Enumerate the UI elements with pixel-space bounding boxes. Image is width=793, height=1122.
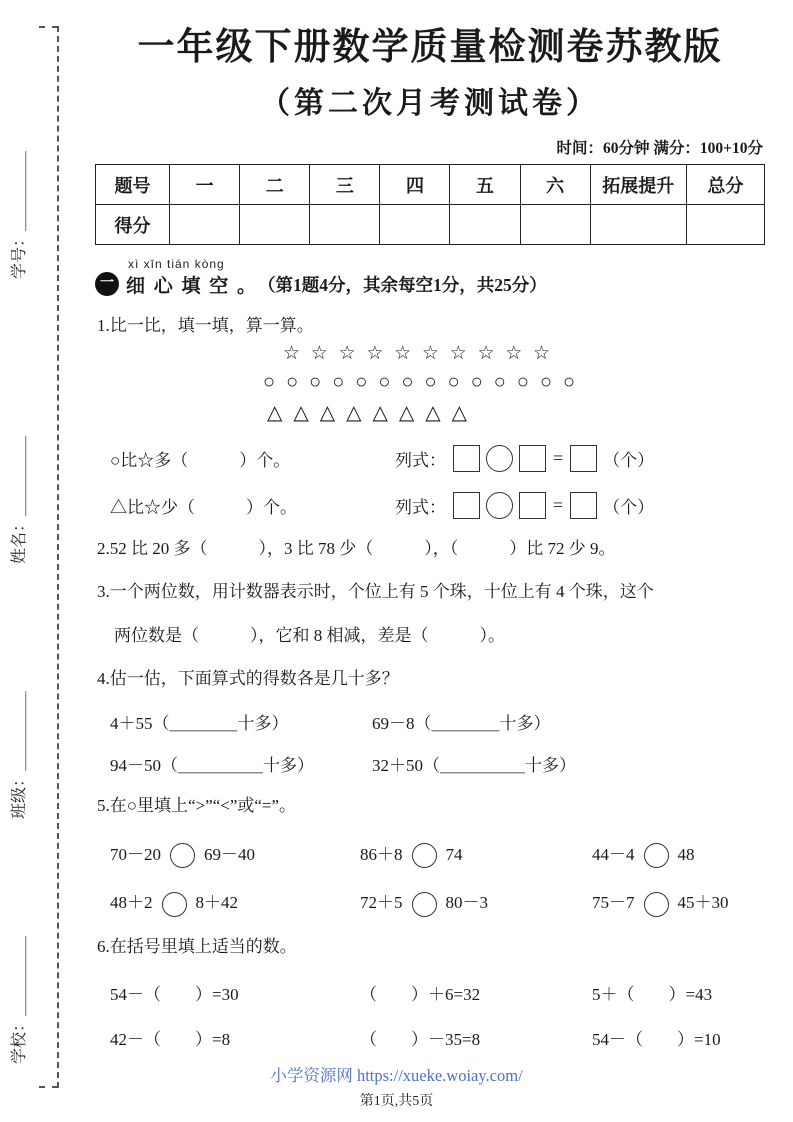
answer-box[interactable] — [570, 445, 597, 472]
answer-circle[interactable] — [644, 843, 669, 868]
section-score-note: （第1题4分，其余每空1分，共25分） — [258, 275, 547, 295]
answer-circle[interactable] — [162, 892, 187, 917]
q4-row-2 — [95, 751, 765, 776]
score-cell — [450, 205, 520, 245]
q6-item: 54－（ ）=30 — [110, 985, 239, 1005]
answer-box[interactable] — [453, 445, 480, 472]
stars-row: ☆ ☆ ☆ ☆ ☆ ☆ ☆ ☆ ☆ ☆ — [283, 343, 554, 364]
answer-box[interactable] — [453, 492, 480, 519]
left-expression: 70－20 — [110, 844, 161, 864]
comparison-item — [592, 840, 765, 869]
score-table-header: 二 — [240, 165, 310, 205]
left-expression: 75－7 — [592, 893, 635, 913]
time-score-info: 时间：60分钟 满分：100+10分 — [556, 140, 763, 157]
right-expression: 74 — [445, 844, 463, 864]
question-4-text: 4.估一估，下面算式的得数各是几十多？ — [97, 669, 399, 689]
cut-mark-bottom — [39, 1086, 58, 1088]
formula-label: 列式： — [395, 451, 446, 470]
q4-item: 32＋50（＿＿＿＿＿十多） — [372, 756, 576, 776]
score-cell — [240, 205, 310, 245]
class-field: 班级：＿＿＿＿＿ — [11, 691, 28, 820]
unit-label: （个） — [603, 451, 655, 470]
q6-row-2 — [95, 1025, 765, 1050]
score-table-header-row — [96, 165, 765, 205]
q1-statement-2: △比☆少（ ）个。 — [110, 498, 297, 517]
answer-circle[interactable] — [644, 892, 669, 917]
score-table-header: 拓展提升 — [590, 165, 686, 205]
score-table — [95, 164, 765, 245]
student-id-field: 学号：＿＿＿＿＿ — [11, 151, 28, 280]
section-title: 细 心 填 空 。 — [126, 276, 259, 297]
right-expression: 80－3 — [445, 893, 488, 913]
answer-circle[interactable] — [412, 892, 437, 917]
score-label-cell: 得分 — [96, 205, 170, 245]
section-pinyin: xì xīn tián kòng — [128, 257, 225, 271]
operator-circle[interactable] — [486, 492, 513, 519]
binding-dashed-line — [57, 26, 59, 1088]
q6-row-1 — [95, 980, 765, 1005]
q1-answer-line-1 — [95, 445, 765, 472]
comparison-item — [592, 888, 765, 917]
score-cell — [170, 205, 240, 245]
operator-circle[interactable] — [486, 445, 513, 472]
score-table-score-row — [96, 205, 765, 245]
cut-mark-top — [39, 26, 58, 28]
left-expression: 72＋5 — [360, 893, 403, 913]
page-title: 一年级下册数学质量检测卷苏教版 — [137, 27, 723, 68]
formula-label: 列式： — [395, 498, 446, 517]
answer-box[interactable] — [570, 492, 597, 519]
score-cell — [380, 205, 450, 245]
score-table-header: 四 — [380, 165, 450, 205]
q1-statement-1: ○比☆多（ ）个。 — [110, 451, 291, 470]
right-expression: 8＋42 — [195, 893, 238, 913]
source-site-link: 小学资源网 https://xueke.woiay.com/ — [270, 1066, 523, 1085]
circles-row: ○ ○ ○ ○ ○ ○ ○ ○ ○ ○ ○ ○ ○ ○ — [263, 371, 579, 393]
question-3-line-1: 3.一个两位数，用计数器表示时，个位上有 5 个珠，十位上有 4 个珠，这个 — [97, 582, 654, 602]
comparison-item — [110, 840, 360, 869]
q5-row-1 — [95, 840, 765, 869]
question-3-line-2: 两位数是（ ），它和 8 相减，差是（ ）。 — [114, 625, 505, 645]
q1-answer-line-2 — [95, 492, 765, 519]
q6-item: （ ）＋6=32 — [360, 985, 481, 1005]
question-2-text: 2.52 比 20 多（ ），3 比 78 少（ ），（ ）比 72 少 9。 — [97, 539, 616, 558]
section-number-badge: 一 — [95, 272, 119, 296]
answer-box[interactable] — [519, 492, 546, 519]
triangles-row: △ △ △ △ △ △ △ △ — [267, 402, 471, 424]
score-table-header: 五 — [450, 165, 520, 205]
left-expression: 86＋8 — [360, 844, 403, 864]
score-cell — [590, 205, 686, 245]
exam-content — [95, 16, 765, 1050]
score-table-header: 一 — [170, 165, 240, 205]
q6-item: （ ）－35=8 — [360, 1030, 481, 1050]
answer-circle[interactable] — [170, 843, 195, 868]
q6-item: 42－（ ）=8 — [110, 1030, 231, 1050]
q4-item: 4＋55（＿＿＿＿十多） — [110, 714, 289, 734]
score-table-header: 六 — [520, 165, 590, 205]
q6-item: 54－（ ）=10 — [592, 1030, 721, 1050]
q1-equation-1 — [395, 445, 654, 472]
question-5-text: 5.在○里填上“>”“<”或“=”。 — [97, 796, 297, 816]
score-table-header: 总分 — [686, 165, 764, 205]
question-1-text: 1.比一比，填一填，算一算。 — [97, 316, 314, 335]
answer-circle[interactable] — [412, 843, 437, 868]
q4-row-1 — [95, 709, 765, 734]
unit-label: （个） — [603, 498, 655, 517]
right-expression: 69－40 — [204, 844, 255, 864]
equals-sign: = — [553, 448, 564, 468]
q5-row-2 — [95, 888, 765, 917]
score-cell — [310, 205, 380, 245]
left-expression: 44－4 — [592, 844, 635, 864]
q4-item: 69－8（＿＿＿＿十多） — [372, 714, 551, 734]
student-name-field: 姓名：＿＿＿＿＿ — [11, 436, 28, 565]
left-expression: 48＋2 — [110, 893, 153, 913]
answer-box[interactable] — [519, 445, 546, 472]
q1-equation-2 — [395, 492, 654, 519]
question-6-text: 6.在括号里填上适当的数。 — [97, 936, 297, 956]
q4-item: 94－50（＿＿＿＿＿十多） — [110, 756, 314, 776]
right-expression: 45＋30 — [677, 893, 729, 913]
score-cell — [520, 205, 590, 245]
school-field: 学校：＿＿＿＿＿ — [11, 936, 28, 1065]
comparison-item — [360, 888, 592, 917]
page-number: 第1页,共5页 — [359, 1094, 434, 1109]
score-table-header: 三 — [310, 165, 380, 205]
right-expression: 48 — [677, 844, 695, 864]
section-one-heading — [95, 257, 765, 298]
equals-sign: = — [553, 495, 564, 515]
comparison-item — [360, 840, 592, 869]
q6-item: 5＋（ ）=43 — [592, 985, 713, 1005]
score-table-header: 题号 — [96, 165, 170, 205]
page-subtitle: （第二次月考测试卷） — [260, 87, 600, 120]
comparison-item — [110, 888, 360, 917]
score-cell — [686, 205, 764, 245]
